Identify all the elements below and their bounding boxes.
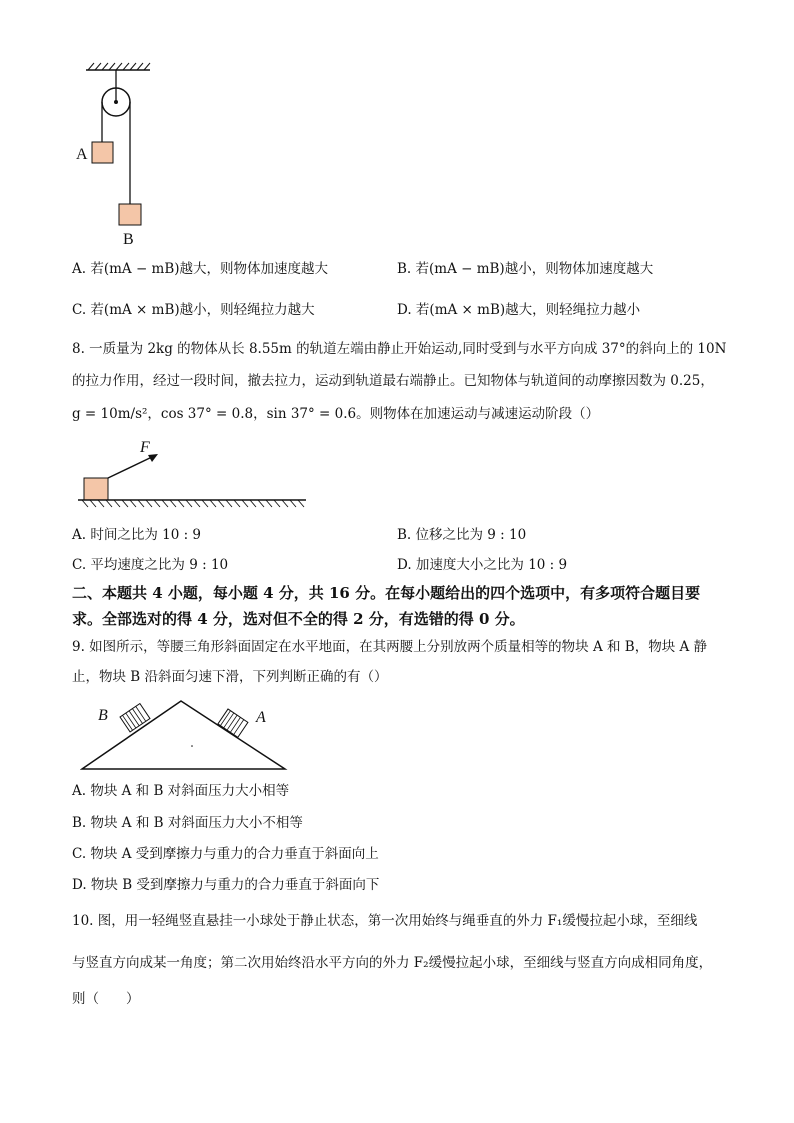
block xyxy=(84,478,108,500)
q9-line2: 止，物块 B 沿斜面匀速下滑，下列判断正确的有（） xyxy=(72,669,388,685)
q7-option-c: C. 若(mA × mB)越小，则轻绳拉力越大 xyxy=(72,302,315,318)
q10-line3: 则（ ） xyxy=(72,991,140,1007)
triangle-figure xyxy=(80,695,295,775)
q9-option-b: B. 物块 A 和 B 对斜面压力大小不相等 xyxy=(72,815,303,831)
q8-option-b: B. 位移之比为 9 : 10 xyxy=(397,527,527,543)
q9-option-c: C. 物块 A 受到摩擦力与重力的合力垂直于斜面向上 xyxy=(72,846,379,862)
force-label: F xyxy=(140,440,150,456)
section2-line1: 二、本题共 4 小题，每小题 4 分，共 16 分。在每小题给出的四个选项中，有多项符合题目要 xyxy=(72,584,701,602)
block-a xyxy=(92,142,113,163)
label-b: B xyxy=(98,707,108,724)
q10-line2: 与竖直方向成某一角度；第二次用始终沿水平方向的外力 F₂缓慢拉起小球，至细线与竖直方向成相同角度， xyxy=(72,955,713,971)
q7-option-d: D. 若(mA × mB)越大，则轻绳拉力越小 xyxy=(397,302,641,318)
q9-option-a: A. 物块 A 和 B 对斜面压力大小相等 xyxy=(72,783,290,799)
q8-option-c: C. 平均速度之比为 9 : 10 xyxy=(72,557,229,573)
q10-line1: 10. 图，用一轻绳竖直悬挂一小球处于静止状态，第一次用始终与绳垂直的外力 F₁缓慢拉起小球，至细线 xyxy=(72,913,698,929)
q7-option-b: B. 若(mA − mB)越小，则物体加速度越大 xyxy=(397,261,654,277)
q9-option-d: D. 物块 B 受到摩擦力与重力的合力垂直于斜面向下 xyxy=(72,877,380,893)
force-arrow xyxy=(108,456,154,478)
q8-line1: 8. 一质量为 2kg 的物体从长 8.55m 的轨道左端由静止开始运动,同时受到与水平方向成 37°的斜向上的 10N xyxy=(72,341,727,357)
q8-option-a: A. 时间之比为 10 : 9 xyxy=(72,527,202,543)
isosceles-triangle xyxy=(82,701,285,769)
pulley-figure xyxy=(70,60,160,250)
q9-line1: 9. 如图所示，等腰三角形斜面固定在水平地面，在其两腰上分别放两个质量相等的物块 A 和 B，物块 A 静 xyxy=(72,639,708,655)
label-a: A xyxy=(76,146,88,163)
section2-line2: 求。全部选对的得 4 分，选对但不全的得 2 分，有选错的得 0 分。 xyxy=(72,610,525,628)
q8-line2: 的拉力作用，经过一段时间，撤去拉力，运动到轨道最右端静止。已知物体与轨道间的动摩擦因数为 0.25， xyxy=(72,373,714,389)
label-b: B xyxy=(123,231,134,248)
q8-option-d: D. 加速度大小之比为 10 : 9 xyxy=(397,557,568,573)
q7-option-a: A. 若(mA − mB)越大，则物体加速度越大 xyxy=(72,261,329,277)
incline-force-figure xyxy=(72,440,312,515)
q8-line3: g = 10m/s²，cos 37° = 0.8，sin 37° = 0.6。则物体在加速运动与减速运动阶段（） xyxy=(72,406,600,422)
block-b xyxy=(119,204,141,225)
label-a: A xyxy=(256,709,266,726)
